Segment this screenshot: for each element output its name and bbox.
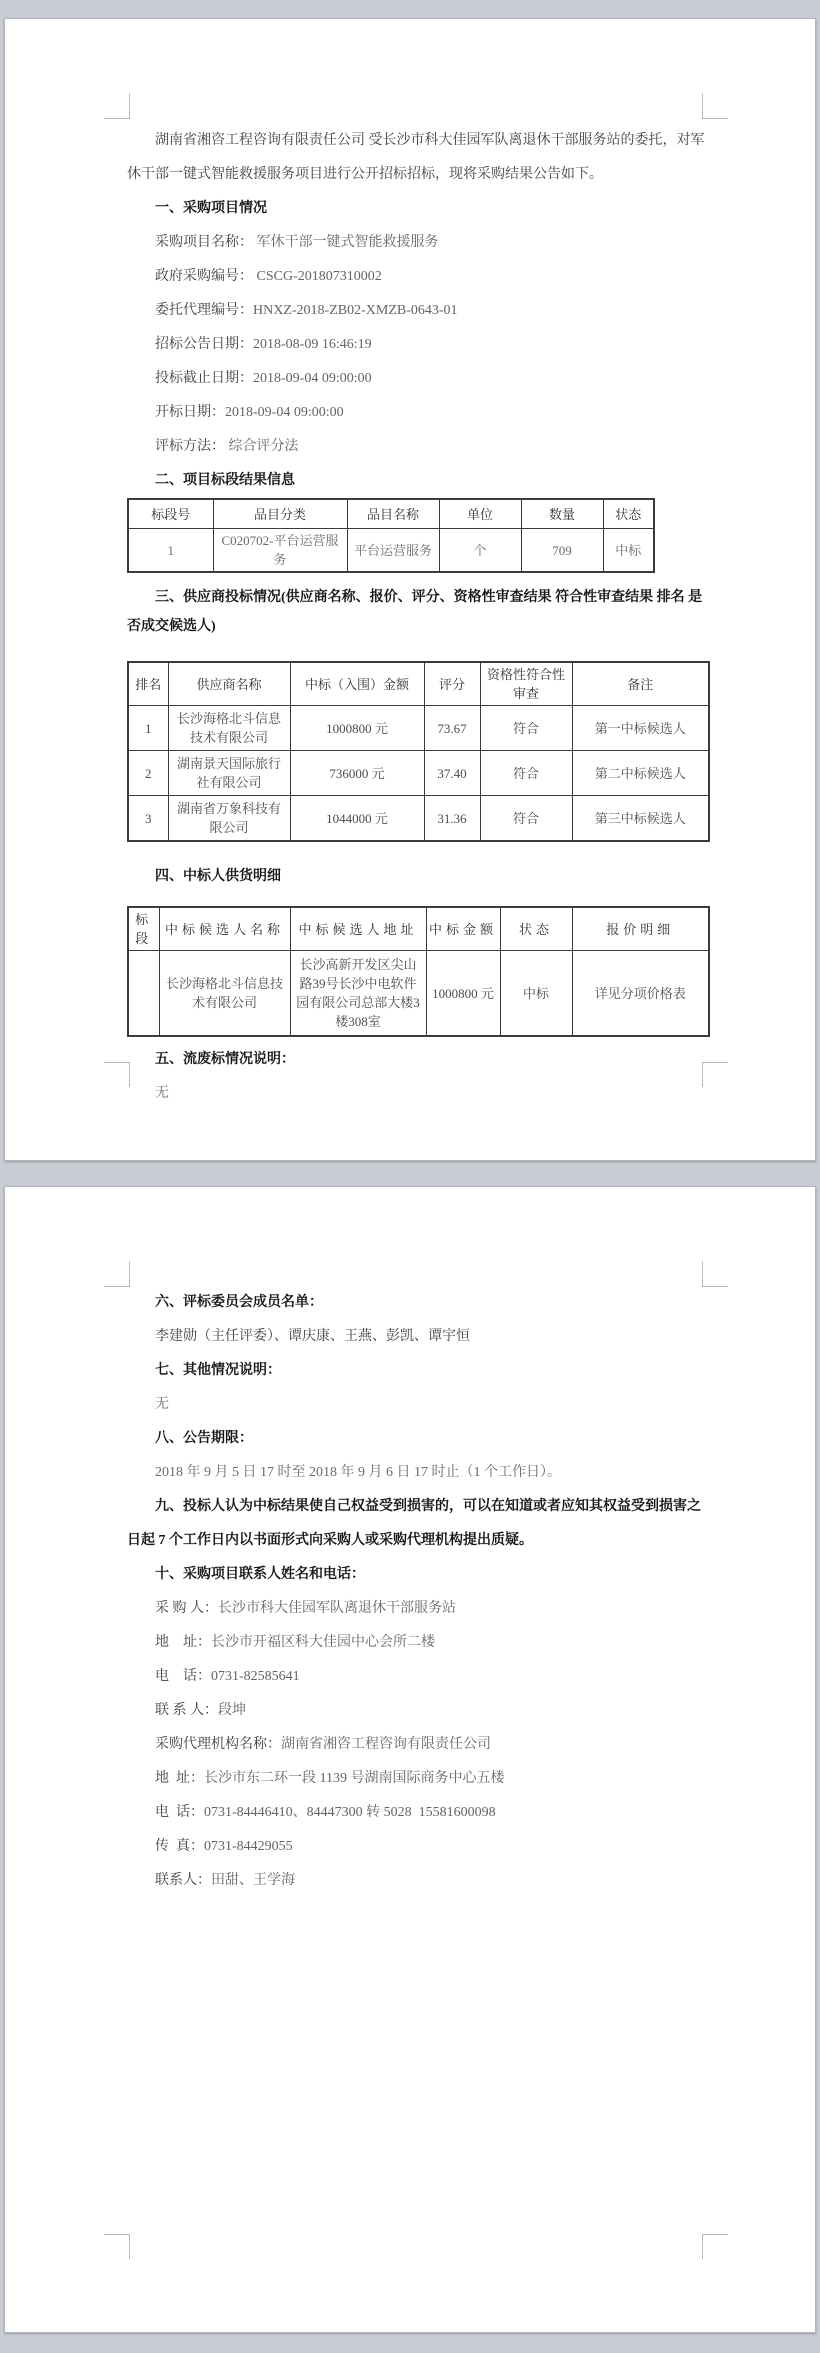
col-quote-detail: 报价明细 <box>572 907 709 951</box>
contact-agency-persons: 联系人：田甜、王学海 <box>155 1873 295 1888</box>
text-boundary-mark <box>104 1262 130 1287</box>
table-row: 1 C020702-平台运营服务 平台运营服务 个 709 中标 <box>128 529 654 573</box>
section-10-title: 十、采购项目联系人姓名和电话： <box>155 1567 365 1582</box>
col-supplier-name: 供应商名称 <box>168 662 290 706</box>
section-8-value: 2018 年 9 月 5 日 17 时至 2018 年 9 月 6 日 17 时止（1 个工作日）。 <box>155 1465 561 1480</box>
col-winner-name: 中标候选人名称 <box>159 907 290 951</box>
section-8-title: 八、公告期限： <box>155 1431 253 1446</box>
text-boundary-mark <box>104 1062 130 1087</box>
col-remark: 备注 <box>572 662 709 706</box>
section-4-title: 四、中标人供货明细 <box>155 869 281 884</box>
section-5-value: 无 <box>155 1086 169 1101</box>
section-6-title: 六、评标委员会成员名单： <box>155 1295 323 1310</box>
document-page-1 <box>4 18 816 1161</box>
table-row: 长沙海格北斗信息技术有限公司 长沙高新开发区尖山路39号长沙中电软件园有限公司总部大楼3楼308室 1000800 元 中标 详见分项价格表 <box>128 951 709 1037</box>
text-boundary-mark <box>702 2234 728 2259</box>
table-header-row <box>128 499 654 529</box>
table-row: 1 长沙海格北斗信息技术有限公司 1000800 元 73.67 符合 第一中标候选人 <box>128 706 709 751</box>
text-boundary-mark <box>702 1062 728 1087</box>
col-award-amount: 中标金额 <box>426 907 500 951</box>
section-5-title: 五、流废标情况说明： <box>155 1052 295 1067</box>
supplier-bid-table <box>127 661 710 842</box>
field-agency-no: 委托代理编号：HNXZ-2018-ZB02-XMZB-0643-01 <box>155 303 458 318</box>
col-status: 状态 <box>603 499 654 529</box>
contact-agency-name: 采购代理机构名称：湖南省湘咨工程咨询有限责任公司 <box>155 1737 491 1752</box>
section-3-title: 三、供应商投标情况(供应商名称、报价、评分、资格性审查结果 符合性审查结果 排名 是否成交候选人) <box>127 590 703 634</box>
section-9-paragraph: 九、投标人认为中标结果使自己权益受到损害的，可以在知道或者应知其权益受到损害之日起 7 个工作日内以书面形式向采购人或采购代理机构提出质疑。 <box>127 1499 701 1548</box>
section-2-title: 二、项目标段结果信息 <box>155 473 295 488</box>
field-announce-date: 招标公告日期：2018-08-09 16:46:19 <box>155 337 372 352</box>
field-bid-deadline: 投标截止日期：2018-09-04 09:00:00 <box>155 371 372 386</box>
lot-result-table <box>127 498 655 573</box>
col-quantity: 数量 <box>521 499 603 529</box>
col-item-name: 品目名称 <box>347 499 439 529</box>
document-page-2 <box>4 1186 816 2333</box>
contact-purchaser-address: 地 址：长沙市开福区科大佳园中心会所二楼 <box>155 1635 435 1650</box>
col-rank: 排名 <box>128 662 168 706</box>
contact-purchaser: 采 购 人：长沙市科大佳园军队离退休干部服务站 <box>155 1601 456 1616</box>
table-row: 3 湖南省万象科技有限公司 1044000 元 31.36 符合 第三中标候选人 <box>128 796 709 842</box>
section-6-value: 李建勋（主任评委）、谭庆康、王燕、彭凯、谭宇恒 <box>155 1329 470 1344</box>
intro-paragraph: 湖南省湘咨工程咨询有限责任公司 受长沙市科大佳园军队离退休干部服务站的委托，对军休干部一键式智能救援服务项目进行公开招标招标，现将采购结果公告如下。 <box>127 133 705 182</box>
contact-agency-phone: 电 话：0731-84446410、84447300 转 5028 15581600098 <box>155 1805 496 1820</box>
contact-agency-fax: 传 真：0731-84429055 <box>155 1839 293 1854</box>
field-open-date: 开标日期：2018-09-04 09:00:00 <box>155 405 344 420</box>
col-lot-no: 标段号 <box>128 499 213 529</box>
contact-agency-address: 地 址：长沙市东二环一段 1139 号湖南国际商务中心五楼 <box>155 1771 505 1786</box>
text-boundary-mark <box>104 94 130 119</box>
table-header-row <box>128 662 709 706</box>
table-header-row <box>128 907 709 951</box>
field-project-name: 采购项目名称： 军休干部一键式智能救援服务 <box>155 235 439 250</box>
winner-supply-detail-table <box>127 906 710 1037</box>
col-score: 评分 <box>424 662 480 706</box>
contact-purchaser-phone: 电 话：0731-82585641 <box>155 1669 300 1684</box>
section-7-value: 无 <box>155 1397 169 1412</box>
col-winner-address: 中标候选人地址 <box>290 907 426 951</box>
table-row: 2 湖南景天国际旅行社有限公司 736000 元 37.40 符合 第二中标候选人 <box>128 751 709 796</box>
contact-purchaser-person: 联 系 人：段坤 <box>155 1703 246 1718</box>
text-boundary-mark <box>702 94 728 119</box>
section-1-title: 一、采购项目情况 <box>155 201 267 216</box>
col-item-category: 品目分类 <box>213 499 347 529</box>
col-status: 状态 <box>500 907 572 951</box>
text-boundary-mark <box>702 1262 728 1287</box>
section-7-title: 七、其他情况说明： <box>155 1363 281 1378</box>
col-qualification-review: 资格性符合性审查 <box>480 662 572 706</box>
col-award-amount: 中标（入围）金额 <box>290 662 424 706</box>
col-lot: 标段 <box>128 907 159 951</box>
col-unit: 单位 <box>439 499 521 529</box>
field-gov-procurement-no: 政府采购编号： CSCG-201807310002 <box>155 269 382 284</box>
field-eval-method: 评标方法： 综合评分法 <box>155 439 299 454</box>
text-boundary-mark <box>104 2234 130 2259</box>
